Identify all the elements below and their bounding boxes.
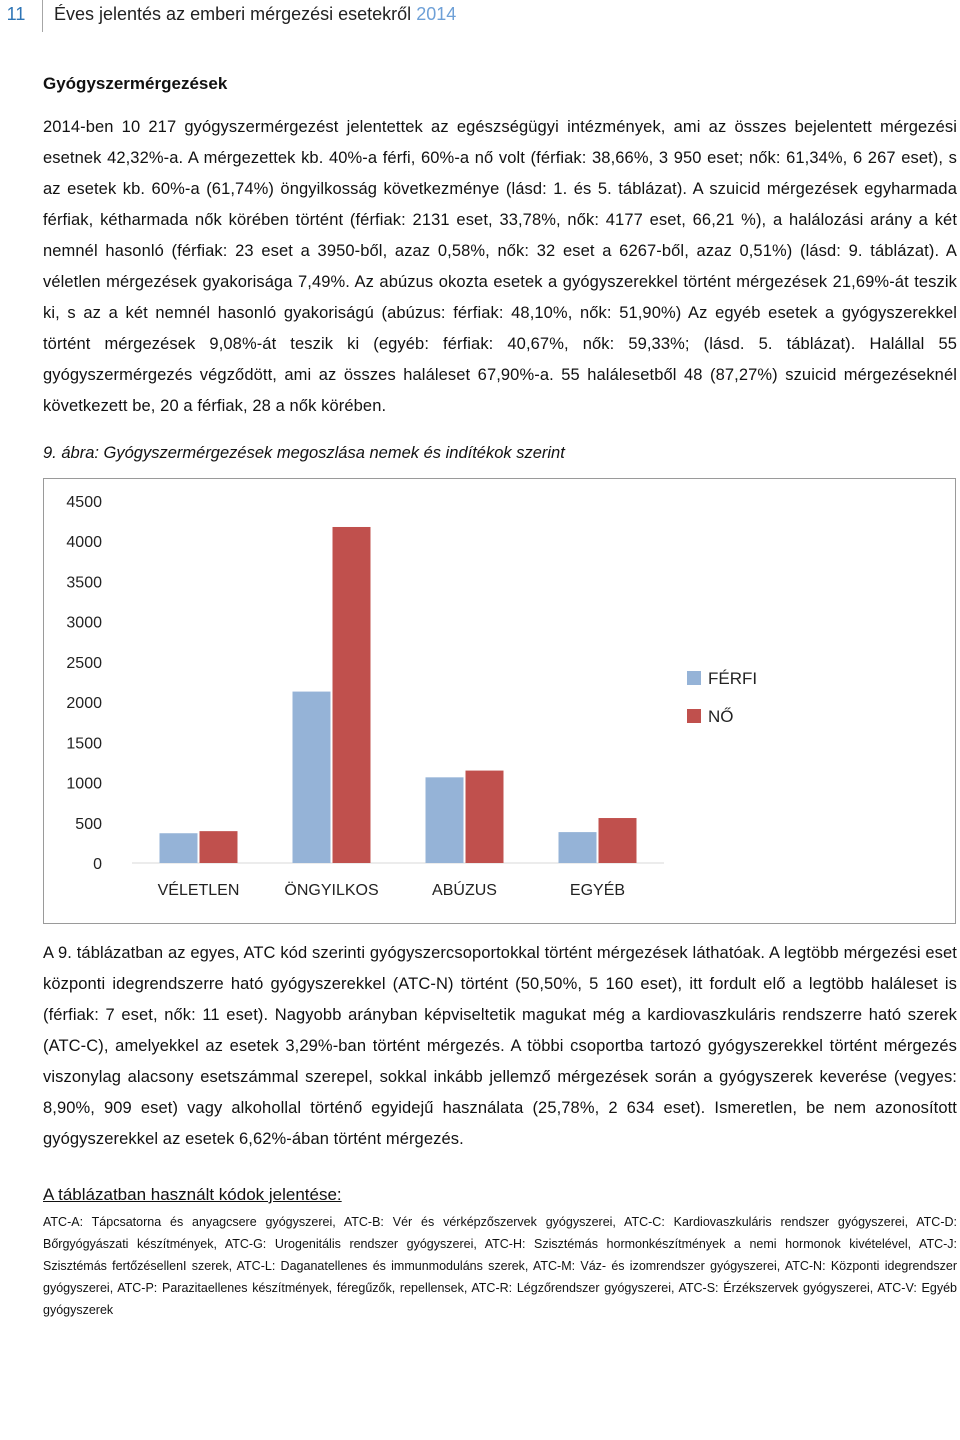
y-tick-label: 1000: [66, 775, 102, 793]
x-category-label: EGYÉB: [569, 882, 626, 899]
page-header: [0, 0, 960, 34]
x-category-label: ÖNGYILKOS: [284, 882, 379, 899]
bar-férfi-3: [426, 777, 464, 863]
y-tick-label: 3500: [66, 574, 102, 592]
x-category-label: VÉLETLEN: [157, 882, 240, 899]
header-divider: [42, 0, 43, 32]
report-title-text: Éves jelentés az emberi mérgezési esetekről: [54, 4, 412, 24]
legend-swatch-férfi: [687, 671, 701, 685]
report-title: [54, 4, 456, 25]
bar-férfi-1: [160, 833, 198, 863]
codes-title: A táblázatban használt kódok jelentése:: [43, 1185, 342, 1204]
x-category-label: ABÚZUS: [432, 882, 497, 899]
legend-label: NŐ: [708, 707, 734, 726]
report-year: 2014: [416, 4, 457, 24]
main-content: [43, 74, 957, 1321]
y-tick-label: 4500: [66, 494, 102, 511]
y-tick-label: 4000: [66, 534, 102, 552]
codes-text: ATC-A: Tápcsatorna és anyagcsere gyógyszerei, ATC-B: Vér és vérképzőszervek gyógyszerei, ATC-C: Kardiovaszkuláris rendszer gyógyszerei, ATC-D: Bőrgyógyászati készítmények, ATC-G: Urogenitális rendszer gyógyszerei, ATC-H: Szisztémás hormonkészítmények a nemi hormonok kivételével, ATC-J: Szisztémás fertőzésellenI szerek, ATC-L: Daganatellenes és immunmoduláns szerek, ATC-M: Váz- és izomrendszer gyógyszerei, ATC-N: Központi idegrendszer gyógyszerei, ATC-P: Parazitaellenes készítmények, féregűzők, repellensek, ATC-R: Légzőrendszer gyógyszerei, ATC-S: Érzékszervek gyógyszerei, ATC-V: Egyéb gyógyszerek: [43, 1215, 957, 1317]
bar-nő-2: [333, 527, 371, 863]
y-tick-label: 3000: [66, 614, 102, 632]
y-tick-label: 2500: [66, 654, 102, 672]
paragraph-atc: A 9. táblázatban az egyes, ATC kód szerinti gyógyszercsoportokkal történt mérgezések láthatóak. A legtöbb mérgezési eset központi idegrendszerre ható gyógyszerekkel (ATC-N) történt (50,50%, 5 160 eset), itt fordult elő a legtöbb haláleset is (férfiak: 7 eset, nők: 11 eset). Nagyobb arányban képviseltetik magukat még a kardiovaszkuláris rendszerre ható szerek (ATC-C), amelyekkel az esetek 3,29%-ban történt mérgezés. A többi csoportba tartozó gyógyszerekkel történt mérgezés viszonylag alacsony esetszámmal szerepel, sokkal inkább jellemző mérgezések során a gyógyszerek keverése (vegyes: 8,90%, 909 eset) vagy alkohollal történő egyidejű használata (25,78%, 2 634 eset). Ismeretlen, be nem azonosított gyógyszerekkel az esetek 6,62%-ában történt mérgezés.: [43, 944, 957, 1148]
y-tick-label: 2000: [66, 695, 102, 713]
chart-canvas: [44, 479, 955, 923]
bar-nő-1: [200, 831, 238, 863]
bar-nő-3: [466, 771, 504, 863]
figure-caption: 9. ábra: Gyógyszermérgezések megoszlása nemek és indítékok szerint: [43, 444, 565, 462]
bar-férfi-2: [293, 692, 331, 863]
bar-férfi-4: [559, 832, 597, 863]
y-tick-label: 1500: [66, 735, 102, 753]
page-number: 11: [6, 4, 26, 24]
section-title: Gyógyszermérgezések: [43, 74, 228, 93]
legend-label: FÉRFI: [708, 669, 758, 688]
y-tick-label: 0: [93, 856, 102, 873]
paragraph-intro: 2014-ben 10 217 gyógyszermérgezést jelentettek az egészségügyi intézmények, ami az összes bejelentett mérgezési esetnek 42,32%-a. A mérgezettek kb. 40%-a férfi, 60%-a nő volt (férfiak: 38,66%, 3 950 eset; nők: 61,34%, 6 267 eset), s az esetek kb. 60%-a (61,74%) öngyilkosság következménye (lásd: 1. és 5. táblázat). A szuicid mérgezések egyharmada férfiak, kétharmada nők körében történt (férfiak: 2131 eset, 33,78%, nők: 4177 eset, 66,21 %), a halálozási arány a két nemnél hasonló (férfiak: 23 eset a 3950-ből, azaz 0,58%, nők: 32 eset a 6267-ből, azaz 0,51%) (lásd: 9. táblázat). A véletlen mérgezések gyakorisága 7,49%. Az abúzus okozta esetek a gyógyszerekkel történt mérgezések 21,69%-át teszik ki, s az a két nemnél hasonló gyakoriságú (abúzus: férfiak: 48,10%, nők: 51,90%) Az egyéb esetek a gyógyszerekkel történt mérgezések 9,08%-át teszik ki (egyéb: férfiak: 40,67%, nők: 59,33%; (lásd. 5. táblázat). Halállal 55 gyógyszermérgezés végződött, ami az összes haláleset 67,90%-a. 55 halálesetből 48 (87,27%) szuicid mérgezéseknél következett be, 20 a férfiak, 28 a nők körében.: [43, 118, 957, 415]
bar-nő-4: [599, 818, 637, 863]
y-tick-label: 500: [75, 815, 102, 833]
bar-chart: [43, 478, 956, 924]
legend-swatch-nő: [687, 709, 701, 723]
